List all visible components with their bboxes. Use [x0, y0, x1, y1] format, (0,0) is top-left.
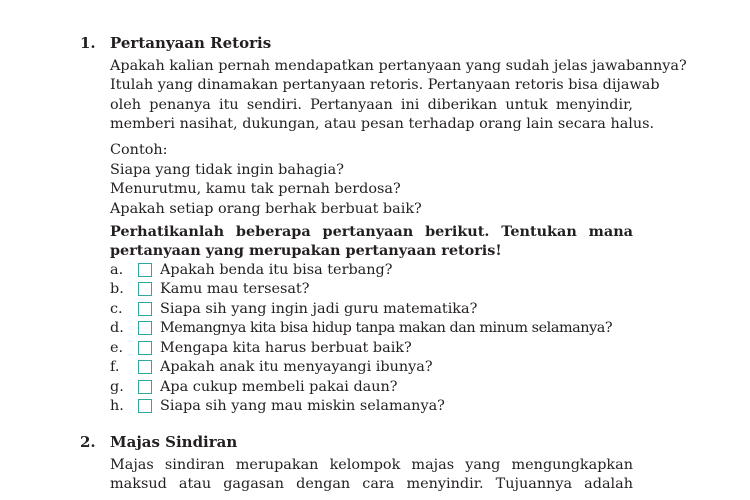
- list-item: [110, 358, 612, 378]
- item-letter: a.: [110, 261, 124, 278]
- example-label: Contoh:: [110, 142, 168, 158]
- item-text: Apakah benda itu bisa terbang?: [160, 261, 393, 278]
- list-item: [110, 319, 612, 339]
- answer-checkbox[interactable]: [138, 341, 152, 355]
- item-text: Apakah anak itu menyayangi ibunya?: [160, 359, 433, 376]
- section-2-paragraph: [110, 456, 633, 495]
- list-item: [110, 260, 612, 280]
- instruction-line: Perhatikanlah beberapa pertanyaan berikut. Tentukan mana: [110, 223, 633, 240]
- list-item: [110, 299, 612, 319]
- list-item: [110, 377, 612, 397]
- item-text: Memangnya kita bisa hidup tanpa makan dan minum selamanya?: [160, 320, 613, 337]
- answer-checkbox[interactable]: [138, 263, 152, 277]
- question-list: [110, 260, 612, 416]
- item-letter: e.: [110, 339, 124, 356]
- list-item: [110, 397, 612, 417]
- item-text: Siapa sih yang mau miskin selamanya?: [160, 398, 445, 415]
- paragraph-line: memberi nasihat, dukungan, atau pesan terhadap orang lain secara halus.: [110, 116, 655, 133]
- paragraph-line: oleh penanya itu sendiri. Pertanyaan ini diberikan untuk menyindir,: [110, 96, 633, 113]
- item-letter: f.: [110, 359, 120, 376]
- list-item: [110, 338, 612, 358]
- item-letter: h.: [110, 398, 124, 415]
- item-text: Apa cukup membeli pakai daun?: [160, 378, 398, 395]
- section-1-number: 1.: [80, 34, 96, 52]
- item-text: Mengapa kita harus berbuat baik?: [160, 339, 412, 356]
- section-1-paragraph: [110, 57, 687, 135]
- instruction-line: pertanyaan yang merupakan pertanyaan retoris!: [110, 242, 502, 260]
- answer-checkbox[interactable]: [138, 399, 152, 413]
- item-text: Kamu mau tersesat?: [160, 281, 310, 298]
- example-line: Menurutmu, kamu tak pernah berdosa?: [110, 181, 401, 197]
- list-item: [110, 280, 612, 300]
- paragraph-line: maksud atau gagasan dengan cara menyindir. Tujuannya adalah: [110, 476, 633, 493]
- paragraph-line: Apakah kalian pernah mendapatkan pertanyaan yang sudah jelas jawabannya?: [110, 58, 687, 74]
- paragraph-line: Itulah yang dinamakan pertanyaan retoris. Pertanyaan retoris bisa dijawab: [110, 77, 660, 94]
- answer-checkbox[interactable]: [138, 321, 152, 335]
- item-letter: g.: [110, 378, 124, 395]
- clipped-text-line: [110, 491, 633, 500]
- section-1-title: Pertanyaan Retoris: [110, 34, 272, 52]
- item-text: Siapa sih yang ingin jadi guru matematika?: [160, 300, 478, 317]
- item-letter: b.: [110, 281, 124, 298]
- item-letter: c.: [110, 300, 123, 317]
- item-letter: d.: [110, 320, 124, 337]
- instruction-text: [110, 222, 633, 261]
- section-2-number: 2.: [80, 433, 96, 451]
- answer-checkbox[interactable]: [138, 380, 152, 394]
- answer-checkbox[interactable]: [138, 302, 152, 316]
- answer-checkbox[interactable]: [138, 282, 152, 296]
- section-2-title: Majas Sindiran: [110, 433, 238, 451]
- paragraph-line: Majas sindiran merupakan kelompok majas yang mengungkapkan: [110, 457, 633, 473]
- example-line: Apakah setiap orang berhak berbuat baik?: [110, 200, 422, 217]
- answer-checkbox[interactable]: [138, 360, 152, 374]
- example-line: Siapa yang tidak ingin bahagia?: [110, 161, 344, 178]
